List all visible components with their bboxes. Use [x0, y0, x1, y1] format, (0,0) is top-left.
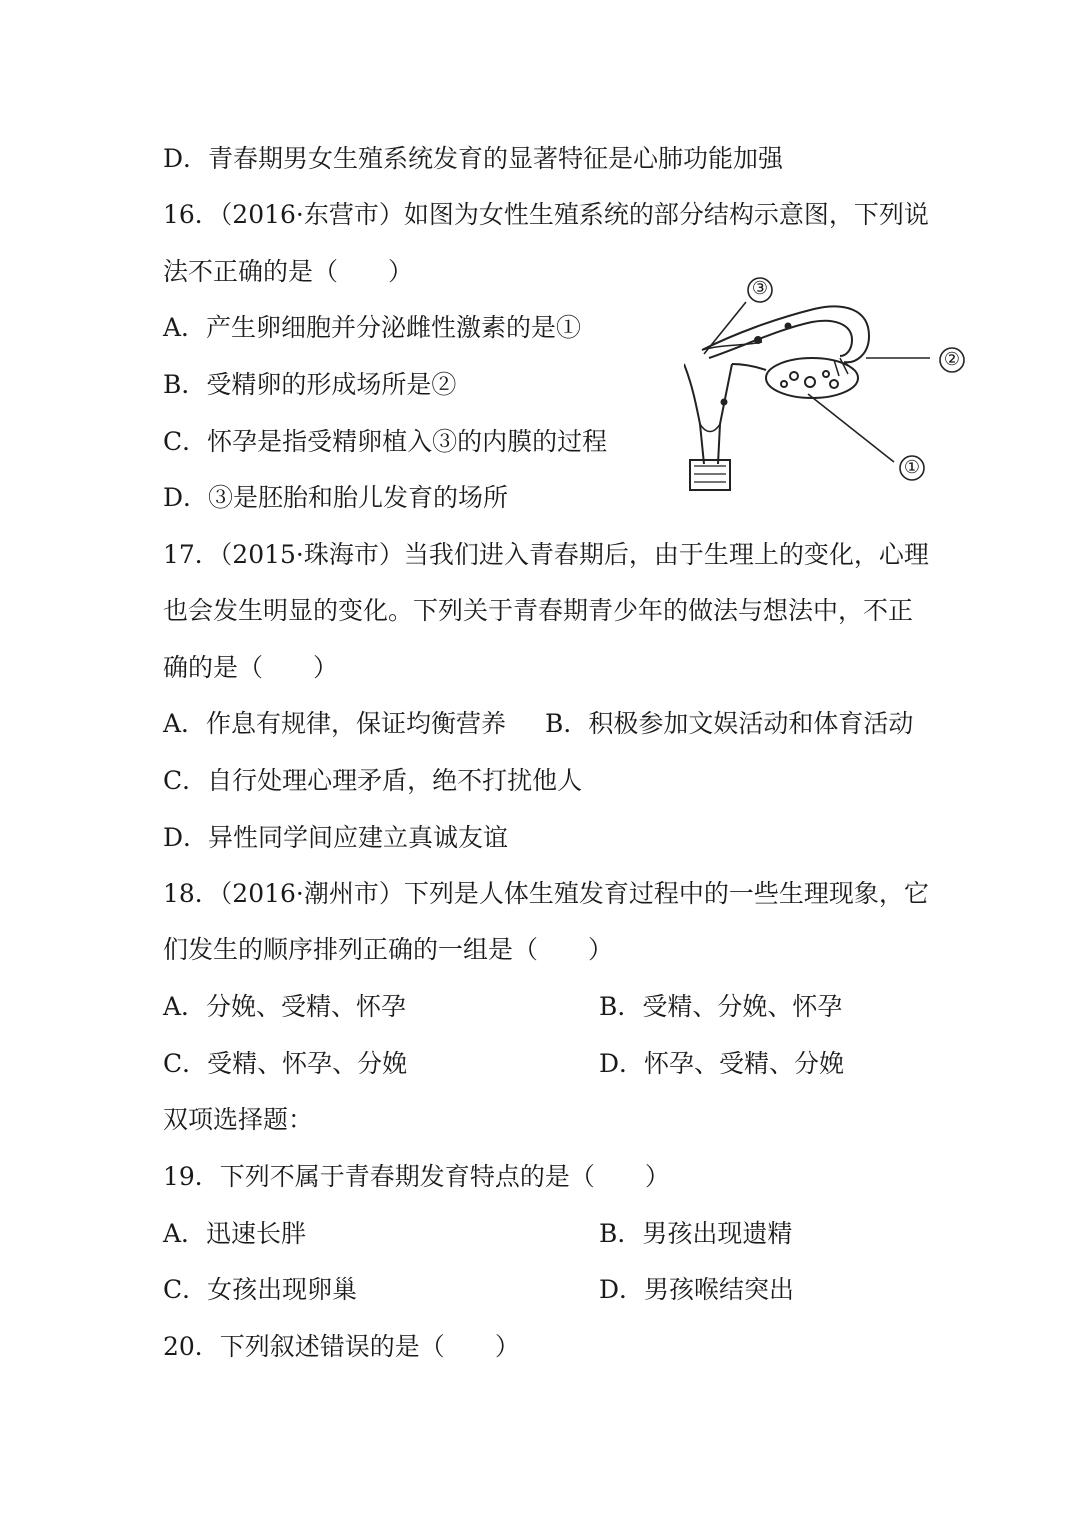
figure-label-2: ②	[943, 349, 961, 370]
q18-stem-line1: 18．（2016·潮州市）下列是人体生殖发育过程中的一些生理现象，它	[163, 879, 929, 908]
q16-stem-line2: 法不正确的是（ ）	[163, 257, 414, 286]
q18-option-b: B．受精、分娩、怀孕	[599, 992, 843, 1021]
q17-option-a: A．作息有规律，保证均衡营养	[163, 709, 507, 738]
q17-options-ab-row	[163, 709, 923, 739]
q17-option-c: C．自行处理心理矛盾，绝不打扰他人	[163, 766, 583, 795]
q19-options-ab-row	[163, 1219, 923, 1249]
q17-stem-line3: 确的是（ ）	[163, 653, 339, 682]
q18-options-cd-row	[163, 1049, 923, 1079]
q19-stem: 19．下列不属于青春期发育特点的是（ ）	[163, 1162, 670, 1191]
q19-option-d: D．男孩喉结突出	[599, 1275, 795, 1304]
q19-option-a: A．迅速长胖	[163, 1219, 307, 1248]
q15-option-d: D．青春期男女生殖系统发育的显著特征是心肺功能加强	[163, 144, 784, 173]
q16-option-b: B．受精卵的形成场所是②	[163, 370, 457, 399]
q16-stem-line1: 16．（2016·东营市）如图为女性生殖系统的部分结构示意图，下列说	[163, 200, 929, 229]
q17-option-b: B．积极参加文娱活动和体育活动	[545, 709, 914, 738]
q18-options-ab-row	[163, 992, 923, 1022]
q18-option-a: A．分娩、受精、怀孕	[163, 992, 407, 1021]
q16-option-c: C．怀孕是指受精卵植入③的内膜的过程	[163, 427, 608, 456]
q18-option-d: D．怀孕、受精、分娩	[599, 1049, 845, 1078]
q17-option-d: D．异性同学间应建立真诚友谊	[163, 823, 509, 852]
q19-option-c: C．女孩出现卵巢	[163, 1275, 358, 1304]
leader-line-1	[808, 394, 894, 462]
q20-stem: 20．下列叙述错误的是（ ）	[163, 1332, 520, 1361]
q16-option-d: D．③是胚胎和胎儿发育的场所	[163, 483, 509, 512]
q17-stem-line2: 也会发生明显的变化。下列关于青春期青少年的做法与想法中，不正	[163, 596, 914, 625]
q16-option-a: A．产生卵细胞并分泌雌性激素的是①	[163, 313, 582, 342]
q18-option-c: C．受精、怀孕、分娩	[163, 1049, 408, 1078]
figure-label-3: ③	[751, 278, 769, 299]
q17-stem-line1: 17．（2015·珠海市）当我们进入青春期后，由于生理上的变化，心理	[163, 540, 929, 569]
figure-label-1: ①	[903, 457, 921, 478]
q18-stem-line2: 们发生的顺序排列正确的一组是（ ）	[163, 935, 614, 964]
section-heading-double-choice: 双项选择题：	[163, 1105, 314, 1134]
q19-options-cd-row	[163, 1275, 923, 1305]
q19-option-b: B．男孩出现遗精	[599, 1219, 793, 1248]
reproductive-system-figure	[684, 274, 974, 492]
reproductive-system-diagram	[684, 274, 974, 492]
